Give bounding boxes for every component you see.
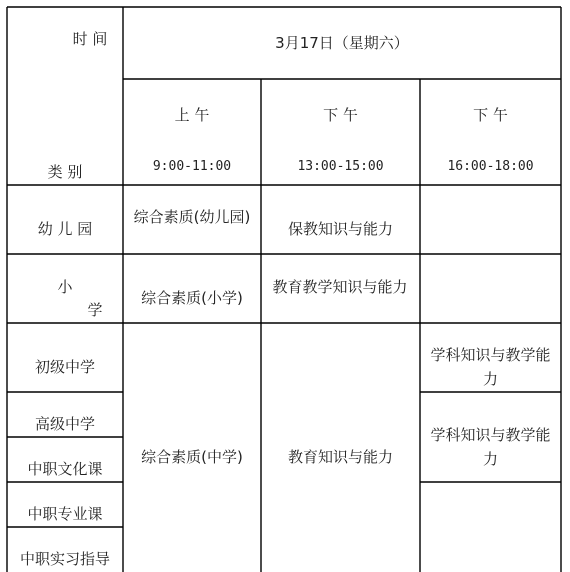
session-morning-time: 9:00-11:00 [152,159,232,174]
cell-middle-afternoon: 教育知识与能力 [287,448,393,466]
cell-primary-afternoon: 教育教学知识与能力 [272,278,408,296]
cell-kindergarten-morning: 综合素质(幼儿园) [133,208,251,226]
cell-kindergarten-afternoon: 保教知识与能力 [287,220,393,238]
category-kindergarten: 幼 儿 园 [37,220,93,238]
category-junior-middle: 初级中学 [34,358,95,376]
corner-category-label: 类 别 [47,163,83,181]
category-primary-part2: 学 [87,301,103,319]
category-primary-part1: 小 [57,278,73,296]
session-morning-label: 上 午 [174,106,210,124]
session-evening-time: 16:00-18:00 [447,159,534,174]
cell-senior-evening: 学科知识与教学能力 [430,426,551,468]
session-afternoon-label: 下 午 [323,106,358,124]
category-senior-middle: 高级中学 [34,415,95,433]
category-vocational-major: 中职专业课 [27,505,103,523]
cell-junior-evening: 学科知识与教学能力 [430,346,551,388]
cell-middle-morning: 综合素质(中学) [141,448,243,466]
category-vocational-culture: 中职文化课 [27,460,103,478]
corner-time-label: 时 间 [72,30,108,48]
cell-primary-morning: 综合素质(小学) [141,289,243,307]
date-header: 3月17日（星期六） [275,34,409,52]
session-afternoon-time: 13:00-15:00 [297,159,384,174]
session-evening-label: 下 午 [473,106,508,124]
category-vocational-practice: 中职实习指导 [19,550,110,568]
